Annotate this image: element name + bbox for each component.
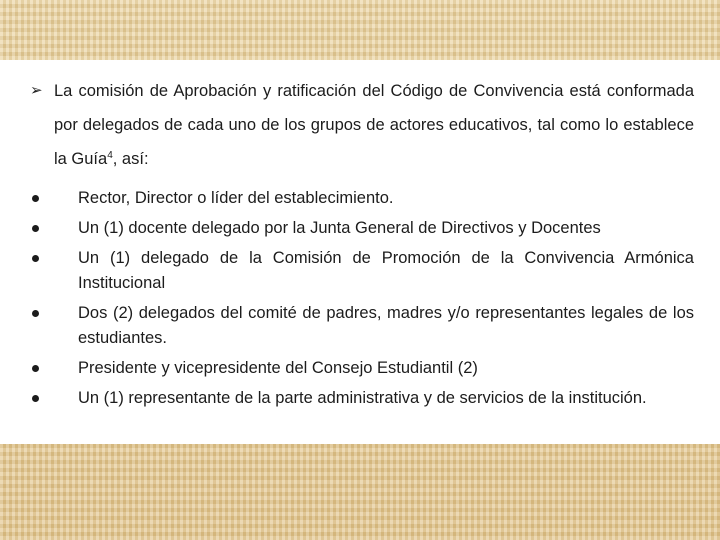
list-item-text: Un (1) docente delegado por la Junta General de Directivos y Docentes [78,219,601,237]
list-item-text: Presidente y vicepresidente del Consejo Estudiantil (2) [78,359,478,377]
list-item [30,186,694,211]
bullet-icon [32,395,39,402]
member-list [30,186,694,416]
footnote-marker: 4 [107,150,113,161]
list-item [30,386,694,411]
list-item-text: Rector, Director o líder del establecimiento. [78,189,394,207]
list-item-text: Dos (2) delegados del comité de padres, madres y/o representantes legales de los estudiantes. [78,304,694,347]
list-item-text: Un (1) representante de la parte administrativa y de servicios de la institución. [78,389,647,407]
list-item [30,246,694,296]
slide-content-panel [0,60,720,444]
intro-text [54,74,694,176]
bullet-icon [32,195,39,202]
bullet-icon [32,310,39,317]
intro-paragraph [30,74,694,176]
intro-text-tail: , así: [112,150,149,168]
intro-text-main: La comisión de Aprobación y ratificación del Código de Convivencia está conformada por delegados de cada uno de los grupos de actores educativos, tal como lo establece la Guía [54,82,694,168]
list-item [30,301,694,351]
list-item [30,356,694,381]
list-item [30,216,694,241]
bullet-icon [32,365,39,372]
arrow-right-icon: ➢ [30,82,43,99]
list-item-text: Un (1) delegado de la Comisión de Promoción de la Convivencia Armónica Institucional [78,249,694,292]
bullet-icon [32,225,39,232]
bullet-icon [32,255,39,262]
